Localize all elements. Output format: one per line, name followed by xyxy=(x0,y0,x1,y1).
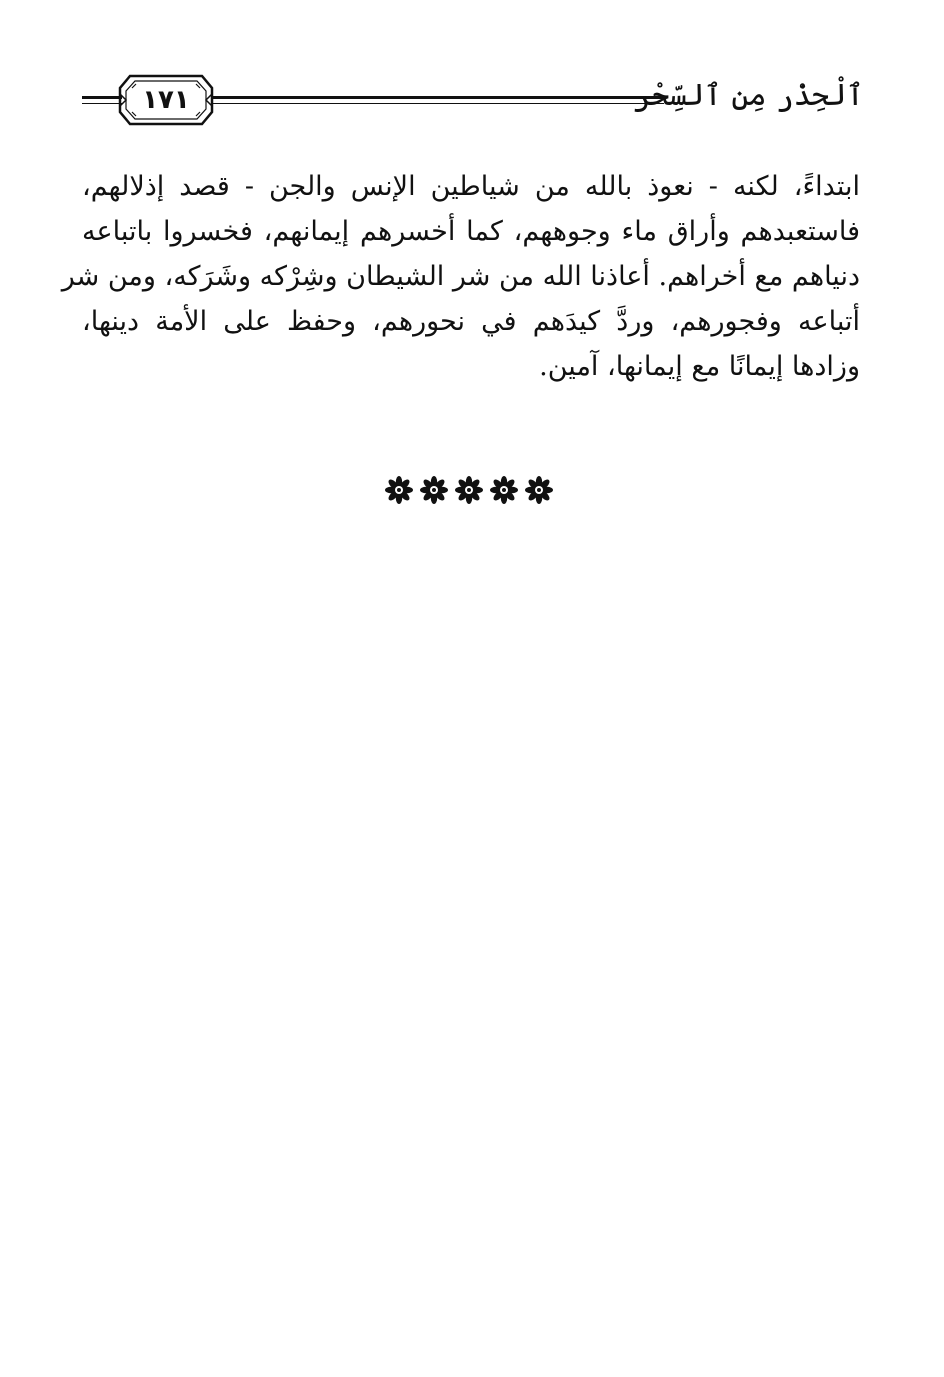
floral-asterism-icon xyxy=(489,475,519,505)
body-line: أتباعه وفجورهم، وردَّ كيدَهم في نحورهم، وحفظ على الأمة دينها، xyxy=(82,306,860,337)
header-rule-left xyxy=(82,96,122,104)
page-number-frame xyxy=(118,74,214,126)
header-rule-main xyxy=(212,96,664,104)
body-paragraph xyxy=(61,164,860,389)
floral-asterism-icon xyxy=(384,475,414,505)
book-title: ٱلْحِذْر مِن ٱلسِّحْر xyxy=(633,78,864,113)
section-end-ornaments xyxy=(384,472,554,508)
running-header xyxy=(82,60,864,140)
floral-asterism-icon xyxy=(454,475,484,505)
body-line: وزادها إيمانًا مع إيمانها، آمين. xyxy=(539,351,860,382)
body-line: ابتداءً، لكنه - نعوذ بالله من شياطين الإنس والجن - قصد إذلالهم، xyxy=(82,171,860,202)
floral-asterism-icon xyxy=(524,475,554,505)
body-line: فاستعبدهم وأراق ماء وجوههم، كما أخسرهم إيمانهم، فخسروا باتباعه xyxy=(82,216,860,247)
page-number: ١٧١ xyxy=(142,85,190,115)
floral-asterism-icon xyxy=(419,475,449,505)
body-line: دنياهم مع أخراهم. أعاذنا الله من شر الشيطان وشِرْكه وشَرَكه، ومن شر xyxy=(61,261,860,292)
